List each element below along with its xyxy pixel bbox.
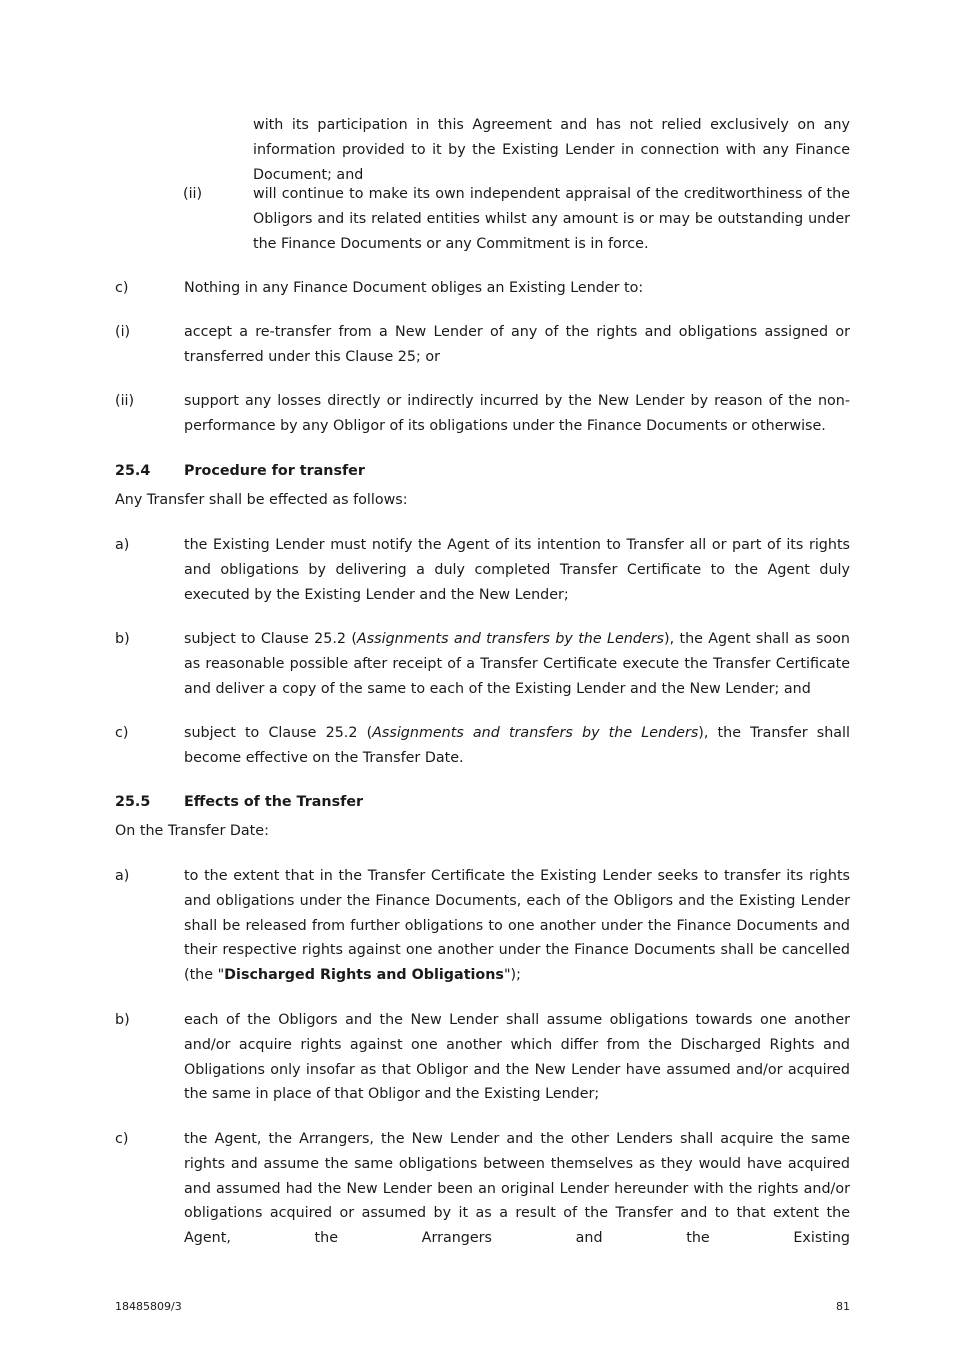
list-item-text: subject to Clause 25.2 (Assignments and transfers by the Lenders), the Agent shall as soon as reasonable possible after receipt of a Transfer Certificate execute the Transfer Certificate and deliver a copy of the same to each of the Existing Lender and the New Lender; and	[184, 631, 850, 697]
list-item-text: subject to Clause 25.2 (Assignments and transfers by the Lenders), the Transfer shall become effective on the Transfer Date.	[184, 725, 850, 766]
list-label: a)	[115, 868, 130, 884]
list-item-text: each of the Obligors and the New Lender shall assume obligations towards one another and/or acquire rights against one another which differ from the Discharged Rights and Obligations only insofar as that Obligor and the New Lender have assumed and/or acquired the same in place of that Obligor and the Existing Lender;	[184, 1012, 850, 1103]
clause-reference: Assignments and transfers by the Lenders	[372, 725, 699, 741]
defined-term: Discharged Rights and Obligations	[224, 967, 504, 984]
document-reference: 18485809/3	[115, 1300, 182, 1313]
page-number: 81	[836, 1300, 850, 1313]
section-title: Effects of the Transfer	[184, 794, 364, 810]
list-item-text: will continue to make its own independent appraisal of the creditworthiness of the Obligors and its related entities whilst any amount is or may be outstanding under the Finance Documents or any Commitment is in force.	[253, 186, 850, 252]
list-item-text: the Agent, the Arrangers, the New Lender and the other Lenders shall acquire the same rights and assume the same obligations between themselves as they would have acquired and assumed had the New Lender been an original Lender hereunder with the rights and/or obligations acquired or assumed by it as a result of the Transfer and to that extent the Agent, the Arrangers and the Existing	[184, 1131, 850, 1247]
list-label: c)	[115, 280, 129, 296]
clause-reference: Assignments and transfers by the Lenders	[356, 631, 665, 647]
list-item-text: support any losses directly or indirectly incurred by the New Lender by reason of the non-performance by any Obligor of its obligations under the Finance Documents or otherwise.	[184, 393, 850, 434]
list-label: b)	[115, 631, 130, 647]
list-item-text: to the extent that in the Transfer Certificate the Existing Lender seeks to transfer its rights and obligations under the Finance Documents, each of the Obligors and the Existing Lender shall be released from further obligations to one another under the Finance Documents and their respective rights against one another under the Finance Documents shall be cancelled (the "Discharged Rights and Obligations");	[184, 868, 850, 984]
list-label: c)	[115, 1131, 129, 1147]
list-label: (i)	[115, 324, 131, 340]
list-label: a)	[115, 537, 130, 553]
section-number: 25.4	[115, 463, 151, 479]
list-item-text: accept a re-transfer from a New Lender of any of the rights and obligations assigned or transferred under this Clause 25; or	[184, 324, 850, 365]
section-intro: On the Transfer Date:	[115, 823, 269, 839]
list-item-text: Nothing in any Finance Document obliges an Existing Lender to:	[184, 280, 644, 296]
list-label: (ii)	[183, 186, 203, 202]
list-label: (ii)	[115, 393, 135, 409]
continuation-paragraph: with its participation in this Agreement and has not relied exclusively on any information provided to it by the Existing Lender in connection with any Finance Document; and	[253, 117, 850, 183]
section-intro: Any Transfer shall be effected as follows:	[115, 492, 408, 508]
section-number: 25.5	[115, 794, 151, 810]
section-title: Procedure for transfer	[184, 463, 365, 479]
list-label: b)	[115, 1012, 130, 1028]
list-item-text: the Existing Lender must notify the Agent of its intention to Transfer all or part of its rights and obligations by delivering a duly completed Transfer Certificate to the Agent duly executed by the Existing Lender and the New Lender;	[184, 537, 850, 603]
list-label: c)	[115, 725, 129, 741]
